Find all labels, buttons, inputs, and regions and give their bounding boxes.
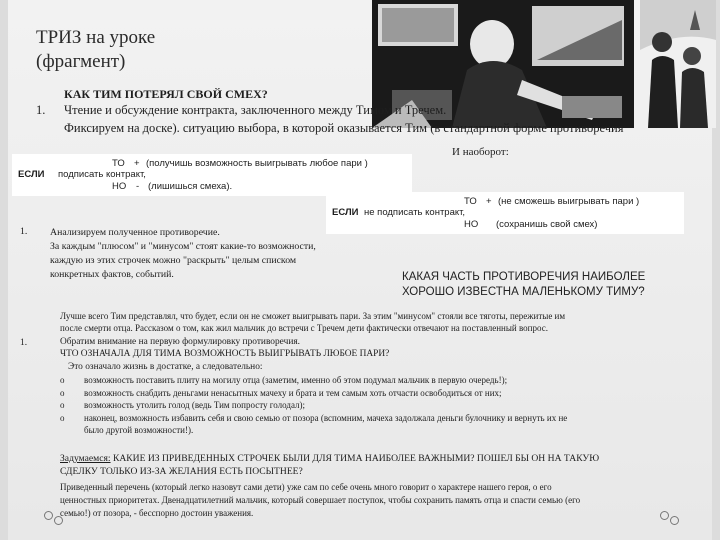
item-2-line-1: Анализируем полученное противоречие. xyxy=(50,227,220,238)
bullet-marker: o xyxy=(60,412,65,423)
paragraph-1 xyxy=(60,310,710,334)
title-line-2: (фрагмент) xyxy=(36,51,126,72)
task-block xyxy=(60,452,710,478)
title-line-1: ТРИЗ на уроке xyxy=(36,27,156,48)
and-vice-versa: И наоборот: xyxy=(452,146,509,158)
bullet-item-3 xyxy=(60,399,710,412)
block1-no: НО xyxy=(112,181,127,192)
item-2-line-4: конкретных фактов, событий. xyxy=(50,269,174,280)
decorative-dot-icon xyxy=(670,516,679,525)
block2-no: НО xyxy=(464,219,479,230)
block2-condition: не подписать контракт, xyxy=(364,207,466,218)
section-heading: КАК ТИМ ПОТЕРЯЛ СВОЙ СМЕХ? xyxy=(64,87,268,101)
slide-left-edge xyxy=(0,0,8,540)
block1-minus: - xyxy=(136,181,140,192)
decorative-dot-icon xyxy=(660,511,669,520)
item-2-number: 1. xyxy=(20,226,28,237)
key-question-line-1: КАКАЯ ЧАСТЬ ПРОТИВОРЕЧИЯ НАИБОЛЕЕ xyxy=(402,271,646,283)
bullet-item-4 xyxy=(60,412,710,425)
conclusion xyxy=(60,481,710,520)
bullet-text-4: наконец, возможность избавить себя и свою семью от позора (вспомним, мачеха задолжала деньги булочнику и вернуть их не xyxy=(84,412,568,423)
item-1-line-1: Чтение и обсуждение контракта, заключенного между Тимом и Тречем. xyxy=(64,103,447,117)
item-2-line-2: За каждым "плюсом" и "минусом" стоят какие-то возможности, xyxy=(50,241,316,252)
bullet-marker: o xyxy=(60,400,65,410)
bullet-item-2 xyxy=(60,387,710,400)
bullet-text-1: возможность поставить плиту на могилу отца (заметим, именно об этом подумал мальчик в первую очередь!); xyxy=(84,375,508,385)
bullets-intro: Это означало жизнь в достатке, а следовательно: xyxy=(68,362,263,372)
bullet-text-3: возможность утолить голод (ведь Тим попросту голодал); xyxy=(84,400,306,410)
bullet-marker: o xyxy=(60,375,65,385)
block1-to: ТО xyxy=(112,158,125,169)
paragraph-1-line-1: Лучше всего Тим представлял, что будет, если он не сможет выигрывать пари. За этим "минусом" стояли все тяготы, пережитые им xyxy=(60,311,566,321)
decorative-dot-icon xyxy=(54,516,63,525)
key-question-line-2: ХОРОШО ИЗВЕСТНА МАЛЕНЬКОМУ ТИМУ? xyxy=(402,286,645,298)
key-question xyxy=(402,270,645,300)
block2-plus: + xyxy=(486,196,492,207)
item-1-number: 1. xyxy=(36,103,46,117)
block1-esli: ЕСЛИ xyxy=(18,169,45,180)
contradiction-block-1 xyxy=(12,154,412,196)
bullet-list xyxy=(60,374,710,437)
task-line-2: СДЕЛКУ ТОЛЬКО ИЗ-ЗА ЖЕЛАНИЯ ЕСТЬ ПОСЫТНЕЕ? xyxy=(60,466,303,477)
paragraph-1-line-2: после смерти отца. Рассказом о том, как жил мальчик до встречи с Тречем дети фактически отвечают на поставленный вопрос. xyxy=(60,323,548,333)
conclusion-line-1: Приведенный перечень (который легко назовут сами дети) уже сам по себе очень много говорит о характере нашего героя, о его xyxy=(60,482,552,492)
block1-condition: подписать контракт, xyxy=(58,169,146,180)
conclusion-line-2: ценностных приоритетах. Двенадцатилетний мальчик, который совершает поступок, чтобы сохранить память отца и спасти семью (его xyxy=(60,495,581,505)
question-2: ЧТО ОЗНАЧАЛА ДЛЯ ТИМА ВОЗМОЖНОСТЬ ВЫИГРЫВАТЬ ЛЮБОЕ ПАРИ? xyxy=(60,349,390,359)
block1-to-text: (получишь возможность выигрывать любое пари ) xyxy=(146,158,368,169)
slide-title xyxy=(36,26,155,74)
decorative-dot-icon xyxy=(44,511,53,520)
item-3-text: Обратим внимание на первую формулировку противоречия. xyxy=(60,337,300,347)
item-2-text xyxy=(50,226,370,282)
bullet-item-4-tail: было другой возможности!). xyxy=(84,425,194,435)
block2-to-text: (не сможешь выигрывать пари ) xyxy=(498,196,640,207)
block1-no-text: (лишишься смеха). xyxy=(148,181,233,192)
task-label: Задумаемся: xyxy=(60,453,111,464)
block2-no-text: (сохранишь свой смех) xyxy=(496,219,598,230)
bullet-text-2: возможность снабдить деньгами ненасытных мачеху и брата и тем самым хоть отчасти освободиться от них; xyxy=(84,387,502,398)
conclusion-line-3: семью!) от позора, - бесспорно достоин уважения. xyxy=(60,508,254,518)
bullet-marker: o xyxy=(60,387,65,398)
contradiction-block-2 xyxy=(326,192,684,234)
block2-esli: ЕСЛИ xyxy=(332,207,359,218)
bullet-item-1 xyxy=(60,374,710,387)
item-1-line-2: Фиксируем на доске). ситуацию выбора, в которой оказывается Тим (в стандартной форме противоречия xyxy=(64,121,624,135)
item-2-line-3: каждую из этих строчек можно "раскрыть" целым списком xyxy=(50,255,297,266)
block1-plus: + xyxy=(134,158,140,169)
item-3-number: 1. xyxy=(20,338,28,348)
task-line-1: КАКИЕ ИЗ ПРИВЕДЕННЫХ СТРОЧЕК БЫЛИ ДЛЯ ТИМА НАИБОЛЕЕ ВАЖНЫМИ? ПОШЕЛ БЫ ОН НА ТАКУЮ xyxy=(112,453,600,464)
block2-to: ТО xyxy=(464,196,477,207)
